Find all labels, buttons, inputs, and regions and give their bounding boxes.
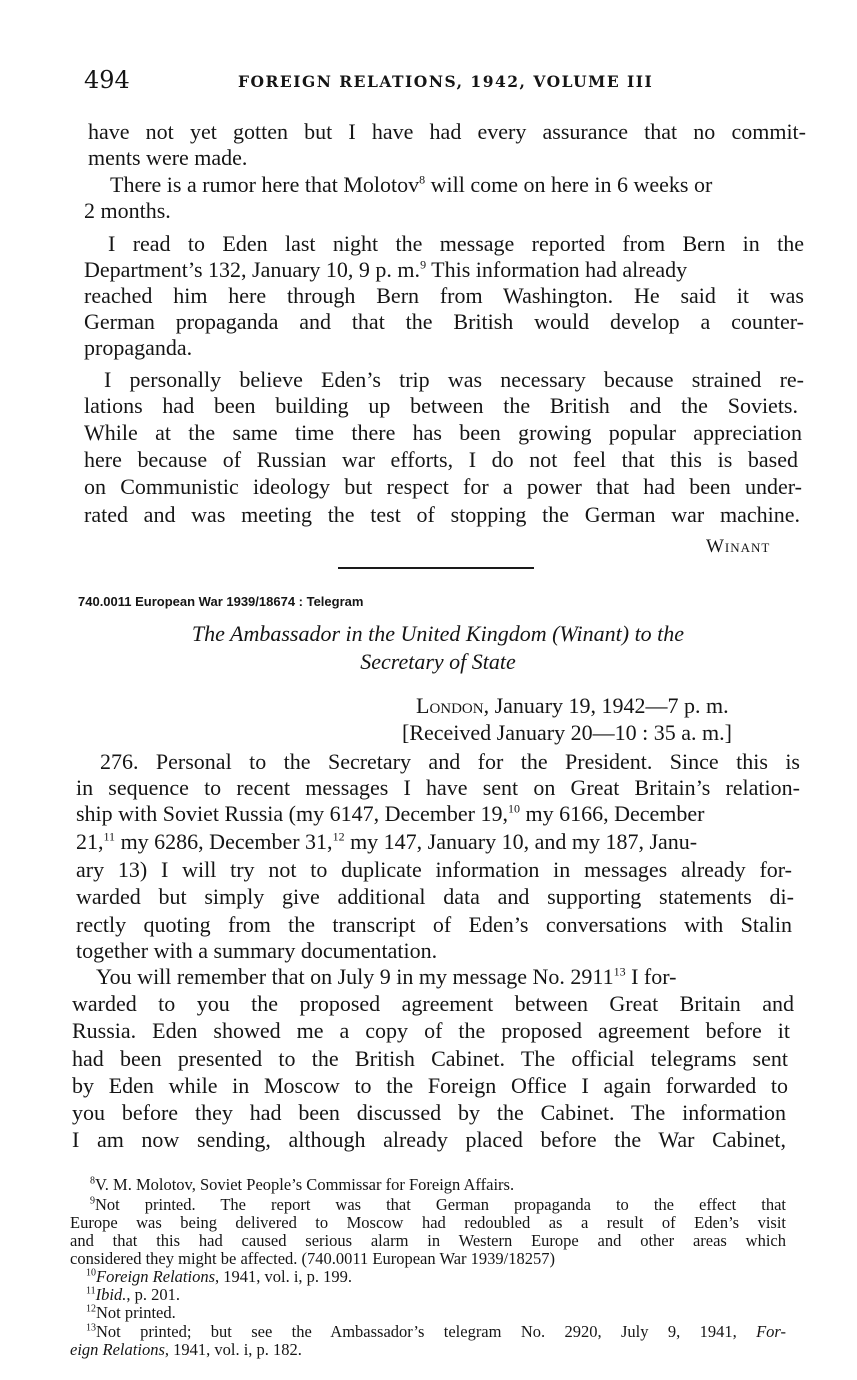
footnote-12: $^{12}$Not printed. — [86, 1303, 176, 1322]
footnote-mark: 8 — [90, 1175, 95, 1187]
text-line: I am now sending, although already placed before the War Cabinet, — [72, 1127, 786, 1152]
footnote-ref: 11 — [103, 829, 116, 844]
text-line: German propaganda and that the British would develop a counter- — [84, 309, 804, 334]
dateline: London, January 19, 1942—7 p. m. — [416, 693, 729, 718]
signature: Winant — [706, 536, 771, 557]
text-line: by Eden while in Moscow to the Foreign Office I again forwarded to — [72, 1073, 788, 1098]
text-line: rated and was meeting the test of stopping the German war machine. — [84, 502, 800, 527]
footnote-9: $^9$Not printed. The report was that German propaganda to the effect that — [90, 1195, 786, 1214]
text-line: 21,11 my 6286, December 31,12 my 147, January 10, and my 187, Janu- — [76, 829, 698, 854]
footnote-13: $^{13}$Not printed; but see the Ambassador’s telegram No. 2920, July 9, 1941, For- — [86, 1322, 786, 1341]
text-line: Department’s 132, January 10, 9 p. m.$^9$ This information had already — [84, 257, 688, 282]
text-line: There is a rumor here that Molotov$^8$ will come on here in 6 weeks or — [110, 172, 713, 197]
text-line: You will remember that on July 9 in my message No. 2911$^{13}$ I for- — [96, 964, 677, 989]
text-line: you before they had been discussed by the Cabinet. The information — [72, 1100, 786, 1125]
text-line: While at the same time there has been growing popular appreciation — [84, 420, 802, 445]
footnote-line: and that this had caused serious alarm in Western Europe and other areas which — [70, 1231, 786, 1250]
footnote-ref: 13 — [613, 964, 626, 979]
text-line: warded but simply give additional data and supporting statements di- — [76, 884, 794, 909]
footnote-line: eign Relations, 1941, vol. i, p. 182. — [70, 1340, 302, 1359]
footnote-8: $^8$V. M. Molotov, Soviet People’s Commissar for Foreign Affairs. — [90, 1175, 515, 1194]
received-line: [Received January 20—10 : 35 a. m.] — [402, 720, 732, 745]
text-line: ary 13) I will try not to duplicate information in messages already for- — [76, 857, 792, 882]
footnote-ref: 9 — [420, 257, 427, 272]
text-line: ments were made. — [88, 145, 248, 170]
document-title-line2: Secretary of State — [360, 649, 516, 674]
footnote-ref: 8 — [419, 172, 426, 187]
footnote-mark: 9 — [90, 1195, 95, 1207]
text-line: in sequence to recent messages I have sent on Great Britain’s relation- — [76, 775, 800, 800]
footnote-line: Europe was being delivered to Moscow had redoubled as a result of Eden’s visit — [70, 1213, 786, 1232]
page-header — [84, 66, 784, 100]
text-line: on Communistic ideology but respect for a power that had been under- — [84, 474, 802, 499]
document-title: The Ambassador in the United Kingdom (Winant) to the — [191, 621, 685, 646]
text-line: 276. Personal to the Secretary and for the President. Since this is — [100, 749, 800, 774]
text-line: I read to Eden last night the message reported from Bern in the — [108, 231, 804, 256]
file-number: 740.0011 European War 1939/18674 : Telegram — [78, 594, 364, 609]
page-number: 494 — [84, 66, 130, 94]
footnote-ref: 12 — [332, 829, 345, 844]
footnote-mark: 13 — [86, 1322, 96, 1334]
text-line: lations had been building up between the British and the Soviets. — [84, 393, 798, 418]
footnote-ref: 10 — [508, 801, 521, 816]
running-head: FOREIGN RELATIONS, 1942, VOLUME III — [238, 72, 654, 91]
text-line: 2 months. — [84, 198, 171, 223]
footnote-mark: 12 — [86, 1303, 96, 1315]
text-line: together with a summary documentation. — [76, 938, 438, 963]
text-line: had been presented to the British Cabinet. The official telegrams sent — [72, 1046, 788, 1071]
footnote-10: $^{10}$Foreign Relations, 1941, vol. i, p. 199. — [86, 1267, 353, 1286]
text-line: reached him here through Bern from Washington. He said it was — [84, 283, 804, 308]
text-line: ship with Soviet Russia (my 6147, December 19,10 my 6166, December — [76, 801, 705, 826]
dateline-place: London — [416, 693, 484, 718]
text-line: propaganda. — [84, 335, 193, 360]
text-line: rectly quoting from the transcript of Eden’s conversations with Stalin — [76, 912, 792, 937]
text-line: have not yet gotten but I have had every assurance that no commit- — [88, 119, 806, 144]
footnote-mark: 11 — [86, 1285, 96, 1297]
text-line: warded to you the proposed agreement between Great Britain and — [72, 991, 794, 1016]
text-line: here because of Russian war efforts, I do not feel that this is based — [84, 447, 798, 472]
footnote-line: considered they might be affected. (740.0011 European War 1939/18257) — [70, 1249, 555, 1268]
text-line: I personally believe Eden’s trip was necessary because strained re- — [104, 367, 804, 392]
text-line: Russia. Eden showed me a copy of the proposed agreement before it — [72, 1018, 790, 1043]
footnote-11: $^{11}$Ibid., p. 201. — [86, 1285, 180, 1304]
section-divider — [338, 567, 534, 569]
footnote-mark: 10 — [86, 1267, 96, 1279]
